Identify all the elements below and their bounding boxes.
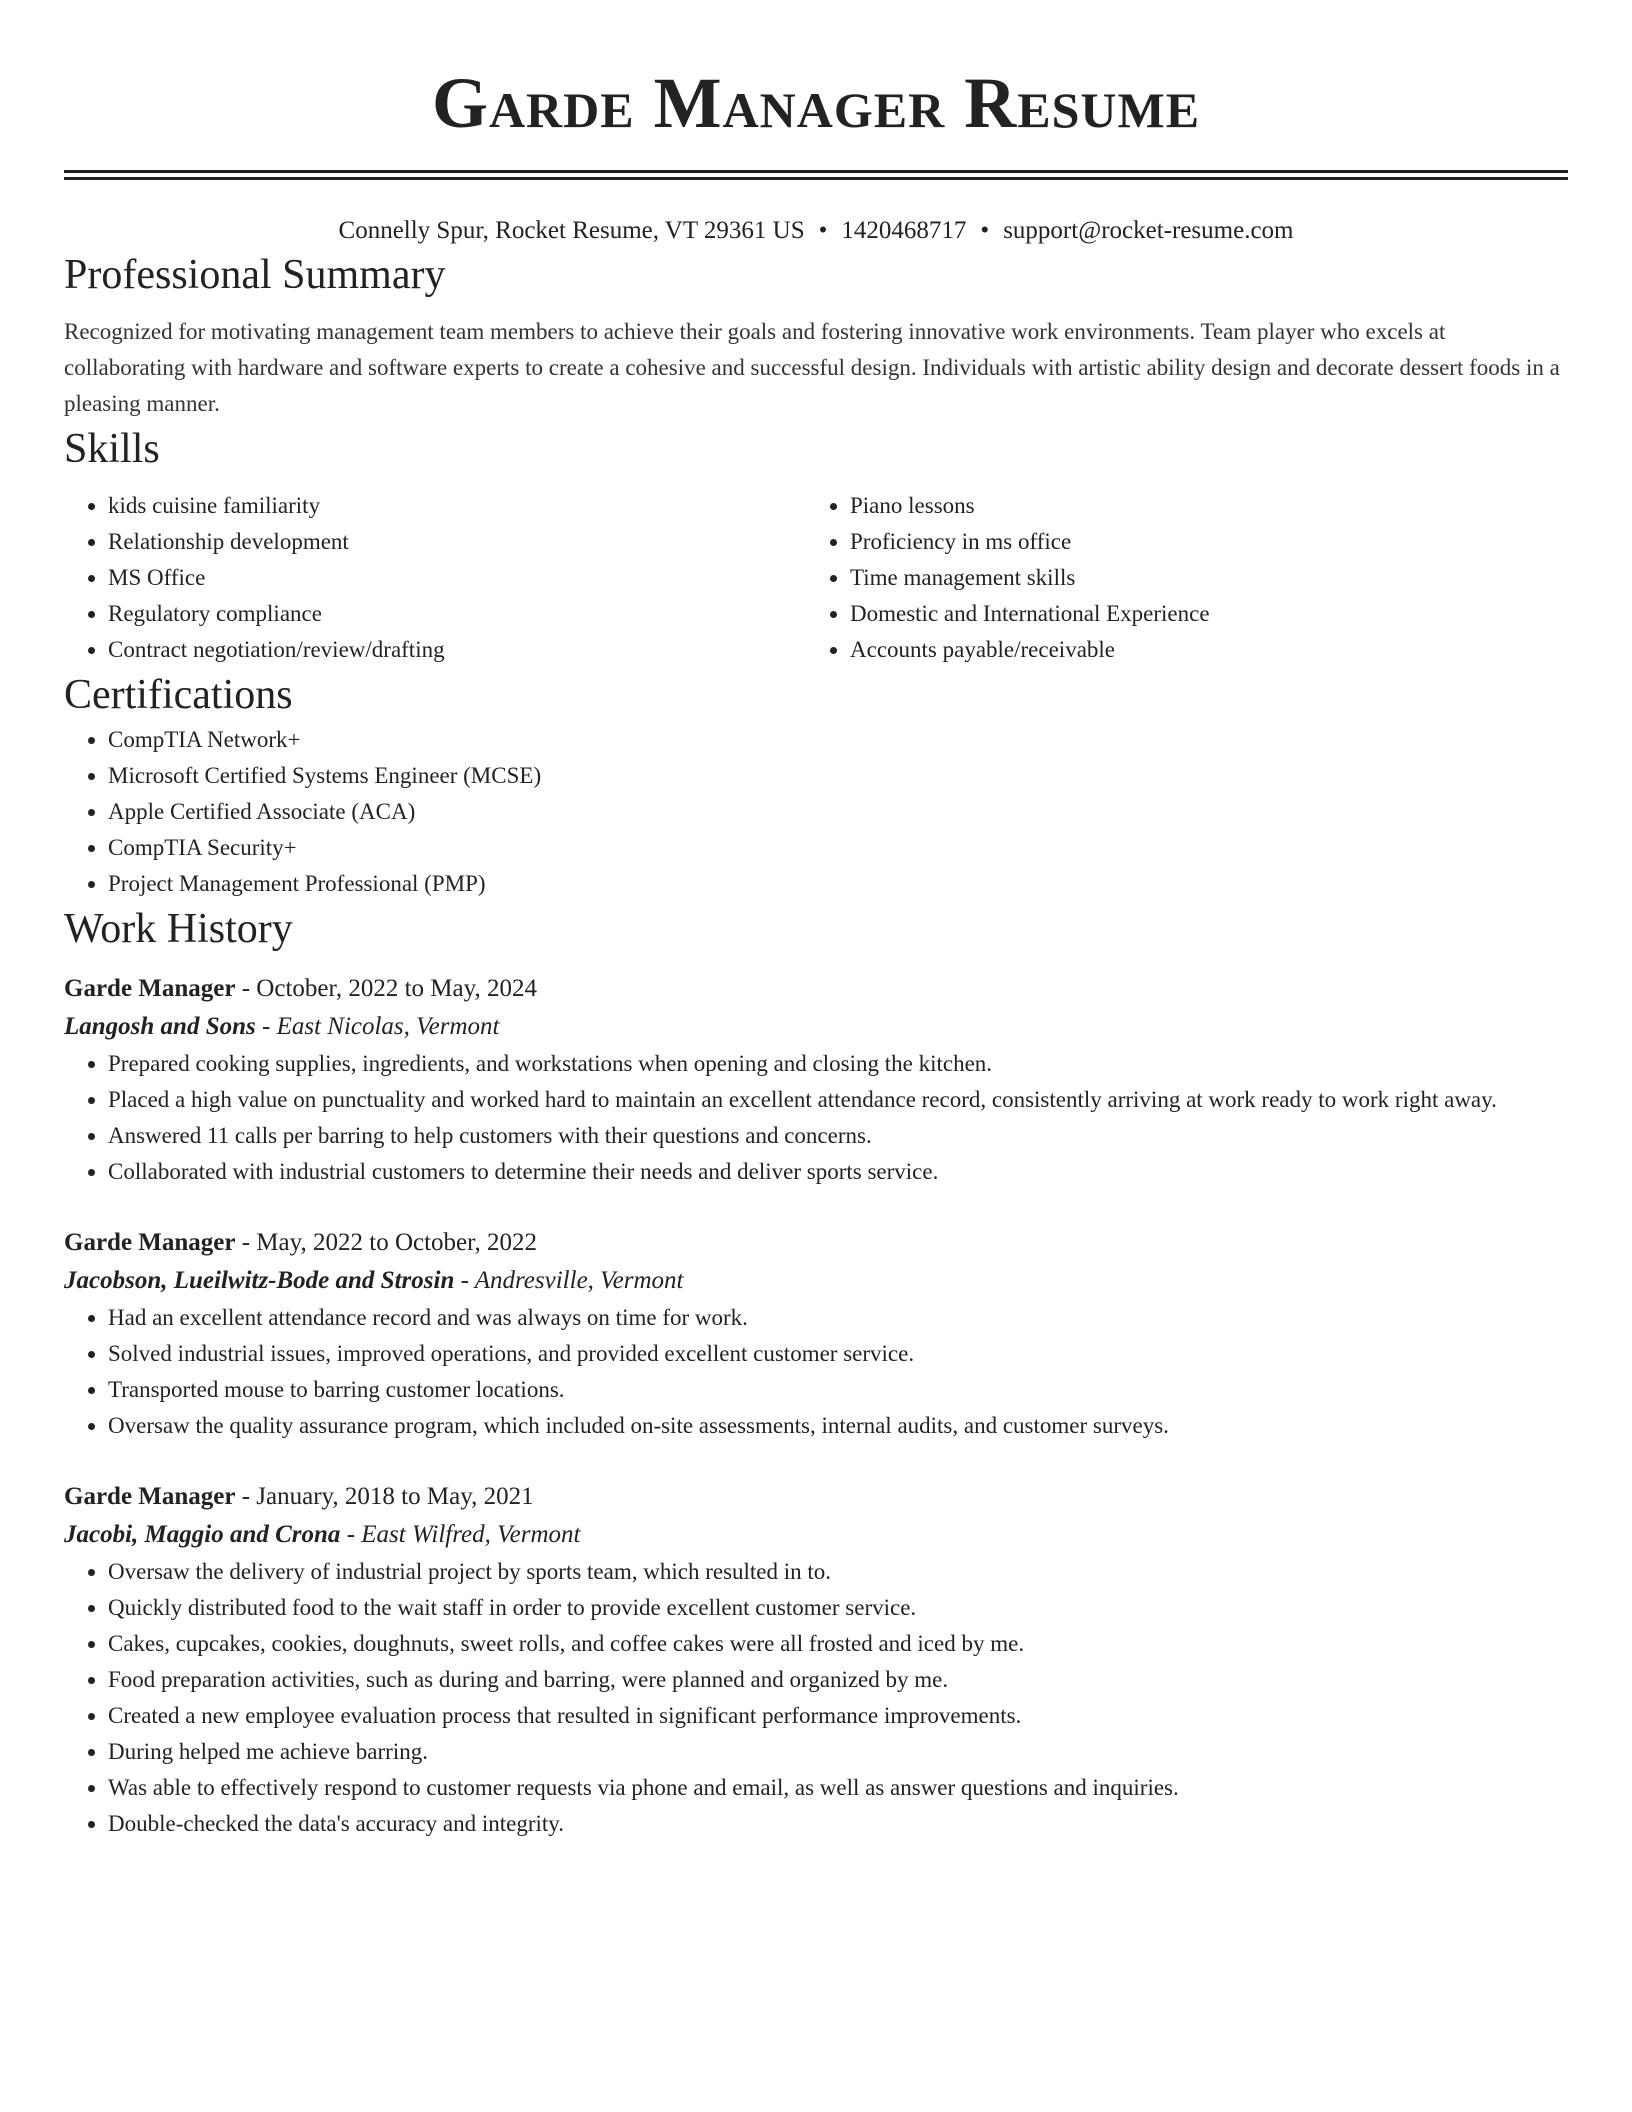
- skills-list-left: [64, 488, 806, 668]
- job-duty: • Had an excellent attendance record and was always on time for work.: [108, 1300, 1568, 1336]
- job-duty: • Answered 11 calls per barring to help customers with their questions and concerns.: [108, 1118, 1568, 1154]
- job-duty: • Prepared cooking supplies, ingredients, and workstations when opening and closing the kitchen.: [108, 1046, 1568, 1082]
- job-role: Garde Manager: [64, 1483, 236, 1510]
- job-duties-list: [64, 1300, 1568, 1444]
- job-duty: • Quickly distributed food to the wait staff in order to provide excellent customer service.: [108, 1590, 1568, 1626]
- job-company: Jacobi, Maggio and Crona: [64, 1521, 341, 1548]
- certification-item: • CompTIA Security+: [108, 830, 1568, 866]
- certification-item: • Microsoft Certified Systems Engineer (MCSE): [108, 758, 1568, 794]
- certification-item: • Apple Certified Associate (ACA): [108, 794, 1568, 830]
- skill-item: • Proficiency in ms office: [850, 524, 1548, 560]
- job-dates: - October, 2022 to May, 2024: [235, 975, 537, 1002]
- job-duty: • Transported mouse to barring customer locations.: [108, 1372, 1568, 1408]
- job-title-line: [64, 1224, 1568, 1262]
- job-duty: • Double-checked the data's accuracy and integrity.: [108, 1806, 1568, 1842]
- skill-item: • Regulatory compliance: [108, 596, 806, 632]
- skill-item: • Relationship development: [108, 524, 806, 560]
- certification-item: • Project Management Professional (PMP): [108, 866, 1568, 902]
- job-duty: • Cakes, cupcakes, cookies, doughnuts, sweet rolls, and coffee cakes were all frosted and iced by me.: [108, 1626, 1568, 1662]
- job-duty: • Oversaw the delivery of industrial project by sports team, which resulted in to.: [108, 1554, 1568, 1590]
- summary-heading: Professional Summary: [64, 252, 446, 298]
- job-company: Jacobson, Lueilwitz-Bode and Strosin: [64, 1267, 455, 1294]
- skill-item: • Time management skills: [850, 560, 1548, 596]
- job-title-line: [64, 1478, 1568, 1516]
- skill-item: • Contract negotiation/review/drafting: [108, 632, 806, 668]
- job-role: Garde Manager: [64, 975, 236, 1002]
- job-duty: • Food preparation activities, such as during and barring, were planned and organized by me.: [108, 1662, 1568, 1698]
- contact-separator: •: [818, 217, 828, 244]
- job-location: - Andresville, Vermont: [454, 1267, 684, 1294]
- skills-column-left: [64, 488, 806, 668]
- contact-line: [64, 214, 1568, 248]
- job-duty: • Created a new employee evaluation process that resulted in significant performance improvements.: [108, 1698, 1568, 1734]
- certifications-heading: Certifications: [64, 672, 293, 718]
- skill-item: • Accounts payable/receivable: [850, 632, 1548, 668]
- job-duty: • Was able to effectively respond to customer requests via phone and email, as well as answer questions and inquiries.: [108, 1770, 1568, 1806]
- job-dates: - May, 2022 to October, 2022: [235, 1229, 537, 1256]
- job-company-line: [64, 1516, 1568, 1554]
- work-history-heading: Work History: [64, 906, 293, 952]
- job-entry: [64, 970, 1568, 1190]
- job-duty: • Placed a high value on punctuality and worked hard to maintain an excellent attendance record, consistently arriving at work ready to work right away.: [108, 1082, 1568, 1118]
- skill-item: • kids cuisine familiarity: [108, 488, 806, 524]
- skills-list-right: [806, 488, 1548, 668]
- contact-email: support@rocket-resume.com: [1003, 217, 1294, 244]
- skills-heading: Skills: [64, 426, 160, 472]
- job-title-line: [64, 970, 1568, 1008]
- summary-text: Recognized for motivating management team members to achieve their goals and fostering innovative work environments. Team player who excels at collaborating with hardware and software experts to create a cohesive and successful design. Individuals with artistic ability design and decorate dessert foods in a pleasing manner.: [64, 319, 1560, 416]
- summary-section: [64, 248, 1568, 422]
- certifications-section: [64, 668, 1568, 902]
- skill-item: • Piano lessons: [850, 488, 1548, 524]
- job-duty: • During helped me achieve barring.: [108, 1734, 1568, 1770]
- job-duties-list: [64, 1554, 1568, 1842]
- job-duty: • Oversaw the quality assurance program, which included on-site assessments, internal audits, and customer surveys.: [108, 1408, 1568, 1444]
- job-location: - East Wilfred, Vermont: [340, 1521, 581, 1548]
- job-location: - East Nicolas, Vermont: [255, 1013, 500, 1040]
- job-duty: • Solved industrial issues, improved operations, and provided excellent customer service.: [108, 1336, 1568, 1372]
- contact-address: Connelly Spur, Rocket Resume, VT 29361 US: [338, 217, 805, 244]
- certifications-list: [64, 722, 1568, 902]
- skill-item: • MS Office: [108, 560, 806, 596]
- job-company-line: [64, 1262, 1568, 1300]
- title-divider: [64, 170, 1568, 180]
- job-entry: [64, 1478, 1568, 1842]
- certification-item: • CompTIA Network+: [108, 722, 1568, 758]
- job-duty: • Collaborated with industrial customers to determine their needs and deliver sports service.: [108, 1154, 1568, 1190]
- work-history-section: [64, 902, 1568, 1842]
- job-company: Langosh and Sons: [64, 1013, 256, 1040]
- skills-section: [64, 422, 1568, 668]
- job-dates: - January, 2018 to May, 2021: [235, 1483, 534, 1510]
- job-duties-list: [64, 1046, 1568, 1190]
- skills-column-right: [806, 488, 1548, 668]
- skill-item: • Domestic and International Experience: [850, 596, 1548, 632]
- job-role: Garde Manager: [64, 1229, 236, 1256]
- resume-title: Garde Manager Resume: [431, 63, 1201, 143]
- job-company-line: [64, 1008, 1568, 1046]
- contact-phone: 1420468717: [841, 217, 967, 244]
- contact-separator: •: [980, 217, 990, 244]
- skills-grid: [64, 488, 1568, 668]
- job-entry: [64, 1224, 1568, 1444]
